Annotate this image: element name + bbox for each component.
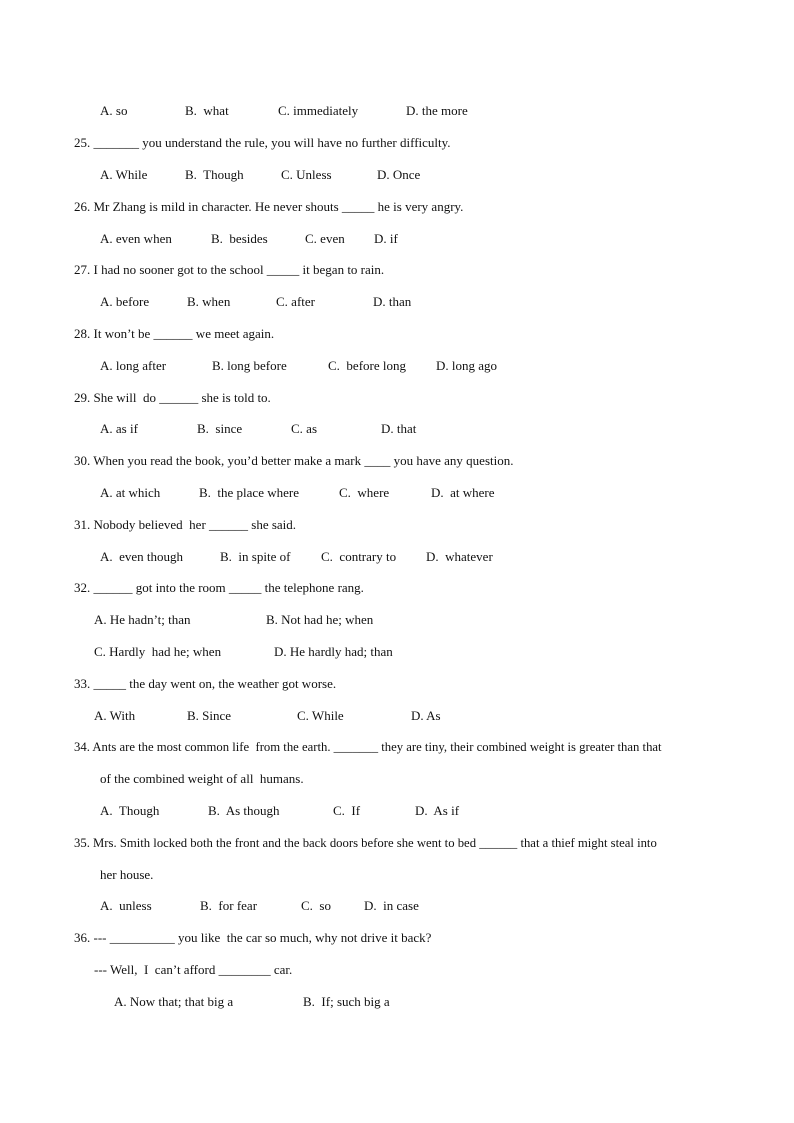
q34-option-c: C. If (333, 803, 361, 818)
q32-option-b: B. Not had he; when (266, 612, 374, 627)
q31-option-b: B. in spite of (220, 549, 291, 564)
q30-option-a: A. at which (100, 485, 161, 500)
q25-option-c: C. Unless (281, 167, 332, 182)
question-34-stem: 34. Ants are the most common life from the earth. _______ they are tiny, their combined weight is greater than that (74, 740, 662, 754)
q33-option-b: B. Since (187, 708, 232, 723)
q34-option-b: B. As though (208, 803, 280, 818)
q27-option-a: A. before (100, 294, 150, 309)
q24-option-c: C. immediately (278, 103, 359, 118)
q33-option-d: D. As (411, 708, 441, 723)
question-35-stem-continued: her house. (100, 867, 154, 882)
q36-option-a: A. Now that; that big a (114, 994, 234, 1009)
question-33-stem: 33. _____ the day went on, the weather got worse. (74, 676, 337, 691)
q26-option-b: B. besides (211, 231, 268, 246)
q27-option-c: C. after (276, 294, 315, 309)
q29-option-c: C. as (291, 421, 317, 436)
q26-option-d: D. if (374, 231, 398, 246)
q31-option-a: A. even though (100, 549, 184, 564)
question-26-stem: 26. Mr Zhang is mild in character. He never shouts _____ he is very angry. (74, 199, 464, 214)
q27-option-d: D. than (373, 294, 412, 309)
q30-option-d: D. at where (431, 485, 495, 500)
q31-option-d: D. whatever (426, 549, 493, 564)
question-28-stem: 28. It won’t be ______ we meet again. (74, 326, 275, 341)
q35-option-a: A. unless (100, 898, 152, 913)
q31-option-c: C. contrary to (321, 549, 397, 564)
question-27-stem: 27. I had no sooner got to the school _____ it began to rain. (74, 262, 385, 277)
q28-option-b: B. long before (212, 358, 287, 373)
q35-option-c: C. so (301, 898, 331, 913)
q32-option-d: D. He hardly had; than (274, 644, 393, 659)
q33-option-c: C. While (297, 708, 344, 723)
q25-option-a: A. While (100, 167, 148, 182)
q34-option-a: A. Though (100, 803, 160, 818)
q28-option-a: A. long after (100, 358, 167, 373)
q36-option-b: B. If; such big a (303, 994, 390, 1009)
q27-option-b: B. when (187, 294, 231, 309)
q32-option-a: A. He hadn’t; than (94, 612, 191, 627)
q29-option-a: A. as if (100, 421, 138, 436)
q35-option-d: D. in case (364, 898, 419, 913)
question-34-stem-continued: of the combined weight of all humans. (100, 771, 304, 786)
question-36-stem: 36. --- __________ you like the car so much, why not drive it back? (74, 930, 432, 945)
q32-option-c: C. Hardly had he; when (94, 644, 222, 659)
q30-option-c: C. where (339, 485, 390, 500)
question-36-reply: --- Well, I can’t afford ________ car. (94, 962, 293, 977)
question-35-stem: 35. Mrs. Smith locked both the front and the back doors before she went to bed ______ that a thief might steal into (74, 836, 657, 850)
q24-option-a: A. so (100, 103, 128, 118)
q24-option-b: B. what (185, 103, 229, 118)
q30-option-b: B. the place where (199, 485, 299, 500)
question-25-stem: 25. _______ you understand the rule, you will have no further difficulty. (74, 135, 451, 150)
question-31-stem: 31. Nobody believed her ______ she said. (74, 517, 297, 532)
q25-option-d: D. Once (377, 167, 421, 182)
question-32-stem: 32. ______ got into the room _____ the telephone rang. (74, 580, 364, 595)
question-30-stem: 30. When you read the book, you’d better make a mark ____ you have any question. (74, 453, 514, 468)
q26-option-a: A. even when (100, 231, 172, 246)
q26-option-c: C. even (305, 231, 345, 246)
q28-option-c: C. before long (328, 358, 406, 373)
q29-option-b: B. since (197, 421, 243, 436)
q33-option-a: A. With (94, 708, 136, 723)
q25-option-b: B. Though (185, 167, 244, 182)
q34-option-d: D. As if (415, 803, 460, 818)
q35-option-b: B. for fear (200, 898, 258, 913)
q29-option-d: D. that (381, 421, 417, 436)
question-29-stem: 29. She will do ______ she is told to. (74, 390, 271, 405)
q24-option-d: D. the more (406, 103, 468, 118)
q28-option-d: D. long ago (436, 358, 498, 373)
